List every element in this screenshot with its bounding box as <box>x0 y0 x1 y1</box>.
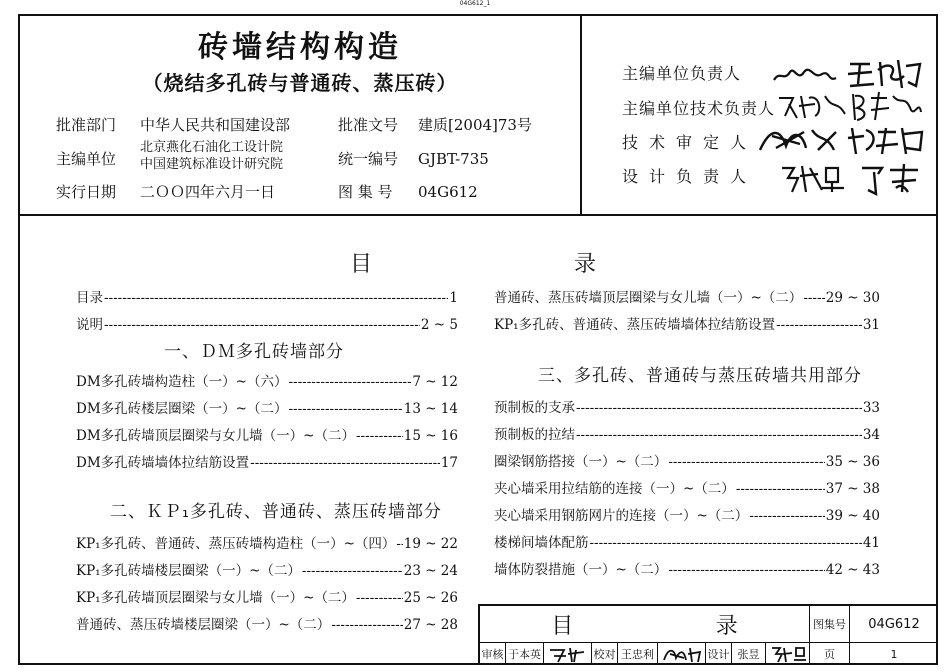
toc-entry[interactable]: KP₁多孔砖、普通砖、蒸压砖墙构造柱（一）~（四） ----- 19 ~ 22 <box>76 536 458 552</box>
toc-entry[interactable]: 普通砖、蒸压砖墙楼层圈梁（一）~（二） ----- 27 ~ 28 <box>76 617 458 633</box>
design-lead-signature <box>778 158 928 198</box>
approval-no-value: 建质[2004]73号 <box>418 116 532 134</box>
design-signature <box>766 643 810 665</box>
toc-heading-left: 目 <box>350 252 373 277</box>
toc-entry[interactable]: 夹心墙采用钢筋网片的连接（一）~（二） ----- 39 ~ 40 <box>494 508 880 524</box>
design-name: 张昱 <box>732 643 766 665</box>
check-signature <box>658 643 706 665</box>
editor-unit-value-1: 北京燕化石油化工设计院 <box>140 140 284 155</box>
tech-lead-label: 主编单位技术负责人 <box>622 99 776 118</box>
atlas-no-value: 04G612 <box>418 183 478 201</box>
title-block <box>478 604 938 665</box>
toc-entry[interactable]: DM多孔砖墙顶层圈梁与女儿墙（一）~（二） ----- 15 ~ 16 <box>76 428 458 444</box>
page-cell-value: 1 <box>890 647 898 661</box>
approval-no-label: 批准文号 <box>338 116 399 134</box>
check-name: 王忠利 <box>618 643 658 665</box>
toc-entry[interactable]: 预制板的拉结 ----- 34 <box>494 427 880 443</box>
tech-review-label: 技术审定人 <box>622 133 758 152</box>
toc-entry[interactable]: 普通砖、蒸压砖墙顶层圈梁与女儿墙（一）~（二） ----- 29 ~ 30 <box>494 290 880 306</box>
editor-unit-value-2: 中国建筑标准设计研究院 <box>140 157 284 172</box>
document-subtitle: （烧结多孔砖与普通砖、蒸压砖） <box>142 71 458 95</box>
toc-entry[interactable]: DM多孔砖墙墙体拉结筋设置 ----- 17 <box>76 455 458 471</box>
design-label: 设计 <box>706 643 732 665</box>
atlas-no-cell-label: 图集号 <box>810 606 850 643</box>
tech-review-signature <box>756 120 936 160</box>
toc-entry[interactable]: KP₁多孔砖墙楼层圈梁（一）~（二） ----- 23 ~ 24 <box>76 563 458 579</box>
header-vertical-divider <box>580 14 582 215</box>
toc-entry[interactable]: 夹心墙采用拉结筋的连接（一）~（二） ----- 37 ~ 38 <box>494 481 880 497</box>
toc-entry[interactable]: 楼梯间墙体配筋 ----- 41 <box>494 535 880 551</box>
section-heading-kp1: 二、ＫＰ₁多孔砖、普通砖、蒸压砖墙部分 <box>110 502 442 522</box>
toc-entry[interactable]: DM多孔砖墙构造柱（一）~（六） ----- 7 ~ 12 <box>76 374 458 390</box>
toc-entry[interactable]: KP₁多孔砖、普通砖、蒸压砖墙墙体拉结筋设置 ----- 31 <box>494 317 880 333</box>
toc-entry[interactable]: 预制板的支承 ----- 33 <box>494 400 880 416</box>
header-divider <box>18 214 938 216</box>
unified-no-value: GJBT-735 <box>418 150 489 168</box>
toc-entry[interactable]: DM多孔砖楼层圈梁（一）~（二） ----- 13 ~ 14 <box>76 401 458 417</box>
design-lead-label: 设计负责人 <box>622 167 758 186</box>
toc-entry[interactable]: 目录 ----- 1 <box>76 290 458 306</box>
editor-unit-label: 主编单位 <box>56 150 117 168</box>
toc-entry[interactable]: 墙体防裂措施（一）~（二） ----- 42 ~ 43 <box>494 562 880 578</box>
approval-dept-value: 中华人民共和国建设部 <box>140 116 291 134</box>
toc-entry[interactable]: KP₁多孔砖墙顶层圈梁与女儿墙（一）~（二） ----- 25 ~ 26 <box>76 590 458 606</box>
page-label: 04G612_1 <box>459 0 491 7</box>
document-title: 砖墙结构构造 <box>198 30 402 65</box>
review-label: 审核 <box>480 643 506 665</box>
tech-lead-signature <box>775 86 925 124</box>
section-heading-dm: 一、ＤＭ多孔砖墙部分 <box>164 342 344 362</box>
effective-date-label: 实行日期 <box>56 183 117 201</box>
page-cell-label: 页 <box>810 643 850 665</box>
review-name: 于本英 <box>506 643 544 665</box>
chief-editor-label: 主编单位负责人 <box>622 64 742 83</box>
check-label: 校对 <box>592 643 618 665</box>
approval-dept-label: 批准部门 <box>56 116 117 134</box>
unified-no-label: 统一编号 <box>338 150 399 168</box>
review-signature <box>544 643 592 665</box>
toc-heading-right: 录 <box>574 252 597 277</box>
section-heading-shared: 三、多孔砖、普通砖与蒸压砖墙共用部分 <box>538 366 862 386</box>
toc-entry[interactable]: 圈梁钢筋搭接（一）~（二） ----- 35 ~ 36 <box>494 454 880 470</box>
effective-date-value: 二ＯＯ四年六月一日 <box>140 183 276 201</box>
toc-entry[interactable]: 说明 ----- 2 ~ 5 <box>76 317 458 333</box>
atlas-no-label: 图 集 号 <box>338 183 393 201</box>
atlas-no-cell-value: 04G612 <box>850 606 938 643</box>
title-block-title: 目 录 <box>480 606 810 643</box>
